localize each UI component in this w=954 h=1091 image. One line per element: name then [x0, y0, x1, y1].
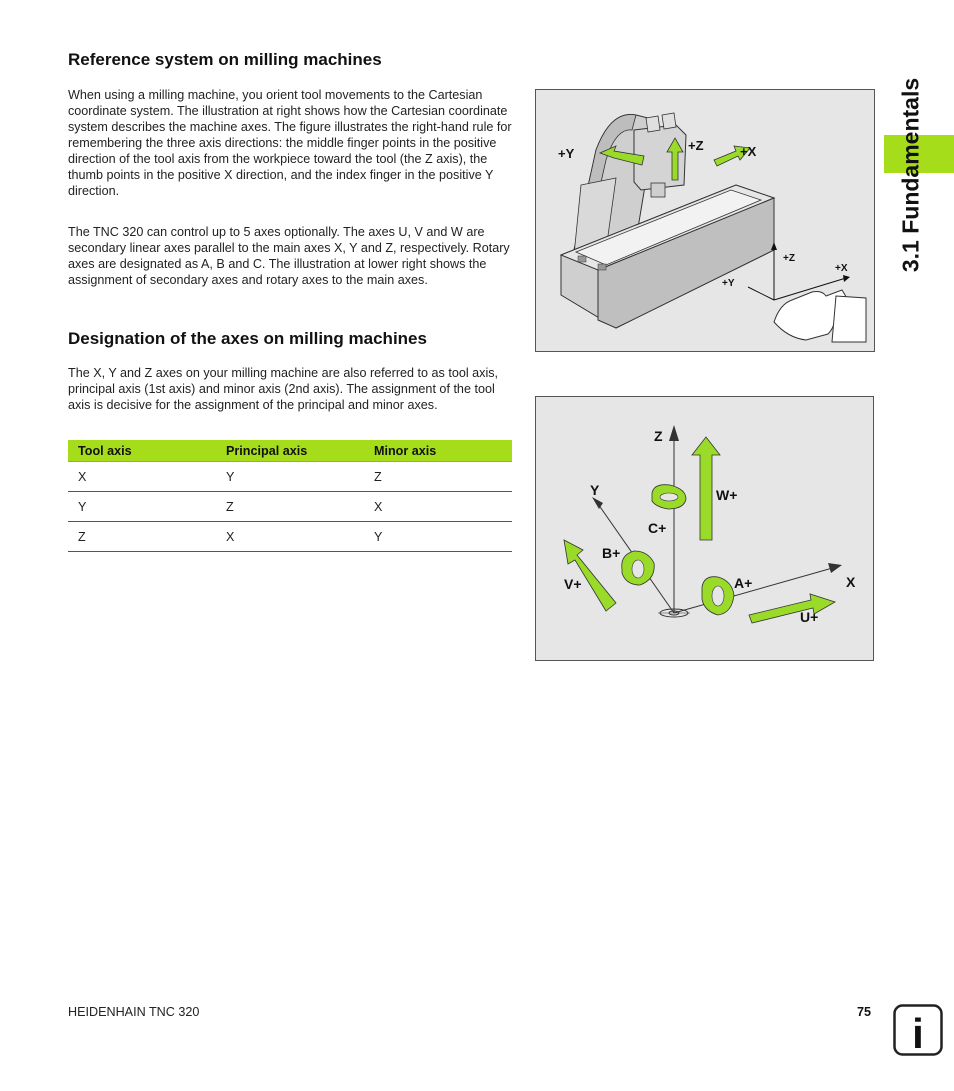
section-heading-axis-designation: Designation of the axes on milling machines [68, 329, 427, 348]
paragraph-five-axes: The TNC 320 can control up to 5 axes optionally. The axes U, V and W are secondary linear axes parallel to the main axes X, Y and Z, respectively. Rotary axes are designated as A, B and C. The illustration at lower right shows the assignment of secondary axes and rotary axes to the main axes. [68, 225, 510, 287]
header-principal-axis: Principal axis [216, 440, 364, 462]
table-header-row [68, 440, 512, 462]
paragraph-reference-system: When using a milling machine, you orient tool movements to the Cartesian coordinate system. The illustration at right shows how the Cartesian coordinate system describes the machine axes. The figure illustrates the right-hand rule for remembering the three axis directions: the middle finger points in the positive direction of the tool axis from the workpiece toward the tool (the Z axis), the thumb points in the positive X direction, and the index finger in the positive Y direction. [68, 88, 512, 198]
table-cell: Z [364, 462, 512, 492]
header-minor-axis: Minor axis [364, 440, 512, 462]
axes-table [68, 440, 512, 552]
table-cell: X [68, 462, 216, 492]
hand-y-label: +Y [722, 278, 735, 289]
table-cell: Y [216, 462, 364, 492]
section-heading-reference-system: Reference system on milling machines [68, 50, 382, 69]
v-plus-label: V+ [564, 576, 582, 592]
info-glyph: i [912, 1010, 924, 1056]
w-plus-label: W+ [716, 487, 738, 503]
u-plus-label: U+ [800, 609, 819, 625]
plus-y-label: +Y [558, 146, 575, 161]
y-axis-label: Y [590, 482, 600, 498]
page-number: 75 [857, 1005, 872, 1019]
table-cell: Y [364, 522, 512, 552]
plus-z-label: +Z [688, 138, 704, 153]
a-plus-label: A+ [734, 575, 753, 591]
table-row [68, 462, 512, 492]
plus-x-label: +X [740, 144, 757, 159]
milling-machine-illustration [536, 90, 874, 351]
milling-machine-figure [535, 89, 875, 352]
axes-assignment-figure [535, 396, 874, 661]
axes-assignment-diagram [536, 397, 873, 660]
hand-z-label: +Z [783, 253, 795, 264]
table-cell: Y [68, 492, 216, 522]
paragraph-axis-designation: The X, Y and Z axes on your milling machine are also referred to as tool axis, principal axis (1st axis) and minor axis (2nd axis). The assignment of the tool axis is decisive for the assignment of the principal and minor axes. [68, 366, 499, 412]
chapter-title-text: 3.1 Fundamentals [897, 77, 924, 273]
hand-x-label: +X [835, 263, 848, 274]
x-axis-label: X [846, 574, 856, 590]
footer-product-name: HEIDENHAIN TNC 320 [68, 1005, 200, 1019]
header-tool-axis: Tool axis [68, 440, 216, 462]
table-cell: X [216, 522, 364, 552]
z-axis-label: Z [654, 428, 663, 444]
table-cell: X [364, 492, 512, 522]
info-icon [893, 1004, 943, 1056]
table-cell: Z [216, 492, 364, 522]
table-cell: Z [68, 522, 216, 552]
table-row [68, 522, 512, 552]
table-row [68, 492, 512, 522]
b-plus-label: B+ [602, 545, 621, 561]
c-plus-label: C+ [648, 520, 667, 536]
